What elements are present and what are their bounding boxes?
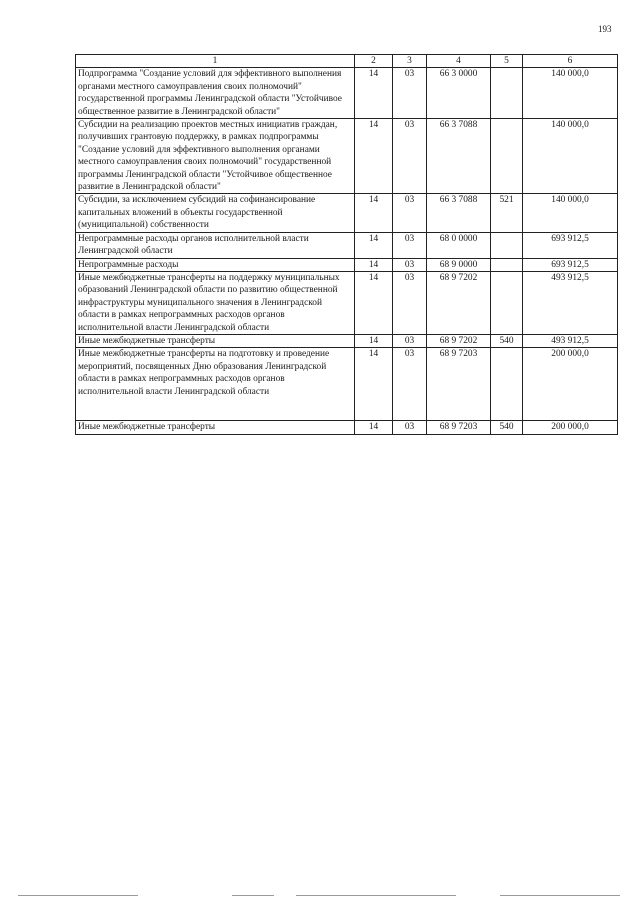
scan-artifact xyxy=(232,895,274,896)
scan-artifact xyxy=(500,895,620,896)
amount-cell: 493 912,5 xyxy=(523,334,618,347)
budget-table xyxy=(75,54,618,435)
expense-type-cell: 521 xyxy=(491,194,523,232)
target-code-cell: 68 9 7203 xyxy=(427,348,491,421)
row-name-cell: Субсидии на реализацию проектов местных инициатив граждан, получивших грантовую поддержку, в рамках подпрограммы "Создание условий для эффективного выполнения органами местного самоуправления своих полномочий" государственной программы Ленинградской области "Устойчивое общественное развитие в Ленинградской области" xyxy=(76,119,355,194)
section-code-cell: 14 xyxy=(355,68,393,119)
header-cell: 3 xyxy=(393,55,427,68)
amount-cell: 200 000,0 xyxy=(523,421,618,434)
expense-type-cell xyxy=(491,232,523,258)
row-name-cell: Подпрограмма "Создание условий для эффективного выполнения органами местного самоуправления своих полномочий" государственной программы Ленинградской области "Устойчивое общественное развитие в Ленинградской области" xyxy=(76,68,355,119)
amount-cell: 493 912,5 xyxy=(523,271,618,334)
target-code-cell: 68 9 7202 xyxy=(427,334,491,347)
header-cell: 2 xyxy=(355,55,393,68)
table-row xyxy=(76,68,618,119)
table-row xyxy=(76,258,618,271)
table-row xyxy=(76,232,618,258)
subsection-code-cell: 03 xyxy=(393,119,427,194)
subsection-code-cell: 03 xyxy=(393,271,427,334)
target-code-cell: 66 3 0000 xyxy=(427,68,491,119)
row-name-cell: Иные межбюджетные трансферты на поддержку муниципальных образований Ленинградской области по развитию общественной инфраструктуры муниципального значения в Ленинградской области в рамках непрограммных расходов органов исполнительной власти Ленинградской области xyxy=(76,271,355,334)
expense-type-cell: 540 xyxy=(491,334,523,347)
header-cell: 4 xyxy=(427,55,491,68)
expense-type-cell: 540 xyxy=(491,421,523,434)
subsection-code-cell: 03 xyxy=(393,258,427,271)
target-code-cell: 68 0 0000 xyxy=(427,232,491,258)
amount-cell: 693 912,5 xyxy=(523,258,618,271)
subsection-code-cell: 03 xyxy=(393,232,427,258)
subsection-code-cell: 03 xyxy=(393,348,427,421)
section-code-cell: 14 xyxy=(355,334,393,347)
header-cell: 5 xyxy=(491,55,523,68)
section-code-cell: 14 xyxy=(355,421,393,434)
amount-cell: 200 000,0 xyxy=(523,348,618,421)
amount-cell: 140 000,0 xyxy=(523,119,618,194)
table-header-row xyxy=(76,55,618,68)
section-code-cell: 14 xyxy=(355,258,393,271)
section-code-cell: 14 xyxy=(355,348,393,421)
section-code-cell: 14 xyxy=(355,194,393,232)
row-name-cell: Иные межбюджетные трансферты xyxy=(76,421,355,434)
subsection-code-cell: 03 xyxy=(393,68,427,119)
row-name-cell: Субсидии, за исключением субсидий на софинансирование капитальных вложений в объекты государственной (муниципальной) собственности xyxy=(76,194,355,232)
table-row xyxy=(76,194,618,232)
amount-cell: 140 000,0 xyxy=(523,68,618,119)
table-row xyxy=(76,348,618,421)
subsection-code-cell: 03 xyxy=(393,334,427,347)
scan-artifact xyxy=(296,895,456,896)
subsection-code-cell: 03 xyxy=(393,421,427,434)
table-row xyxy=(76,119,618,194)
amount-cell: 693 912,5 xyxy=(523,232,618,258)
target-code-cell: 68 9 7202 xyxy=(427,271,491,334)
expense-type-cell xyxy=(491,271,523,334)
scan-artifact xyxy=(18,895,138,896)
expense-type-cell xyxy=(491,119,523,194)
row-name-cell: Иные межбюджетные трансферты xyxy=(76,334,355,347)
row-name-cell: Непрограммные расходы органов исполнительной власти Ленинградской области xyxy=(76,232,355,258)
expense-type-cell xyxy=(491,348,523,421)
expense-type-cell xyxy=(491,258,523,271)
page-number: 193 xyxy=(598,24,612,34)
table-row xyxy=(76,334,618,347)
target-code-cell: 66 3 7088 xyxy=(427,194,491,232)
section-code-cell: 14 xyxy=(355,119,393,194)
section-code-cell: 14 xyxy=(355,271,393,334)
header-cell: 6 xyxy=(523,55,618,68)
expense-type-cell xyxy=(491,68,523,119)
header-cell: 1 xyxy=(76,55,355,68)
subsection-code-cell: 03 xyxy=(393,194,427,232)
row-name-cell: Непрограммные расходы xyxy=(76,258,355,271)
section-code-cell: 14 xyxy=(355,232,393,258)
target-code-cell: 68 9 0000 xyxy=(427,258,491,271)
row-name-cell: Иные межбюджетные трансферты на подготовку и проведение мероприятий, посвященных Дню образования Ленинградской области в рамках непрограммных расходов органов исполнительной власти Ленинградской области xyxy=(76,348,355,421)
target-code-cell: 68 9 7203 xyxy=(427,421,491,434)
table-row xyxy=(76,421,618,434)
amount-cell: 140 000,0 xyxy=(523,194,618,232)
target-code-cell: 66 3 7088 xyxy=(427,119,491,194)
table-row xyxy=(76,271,618,334)
